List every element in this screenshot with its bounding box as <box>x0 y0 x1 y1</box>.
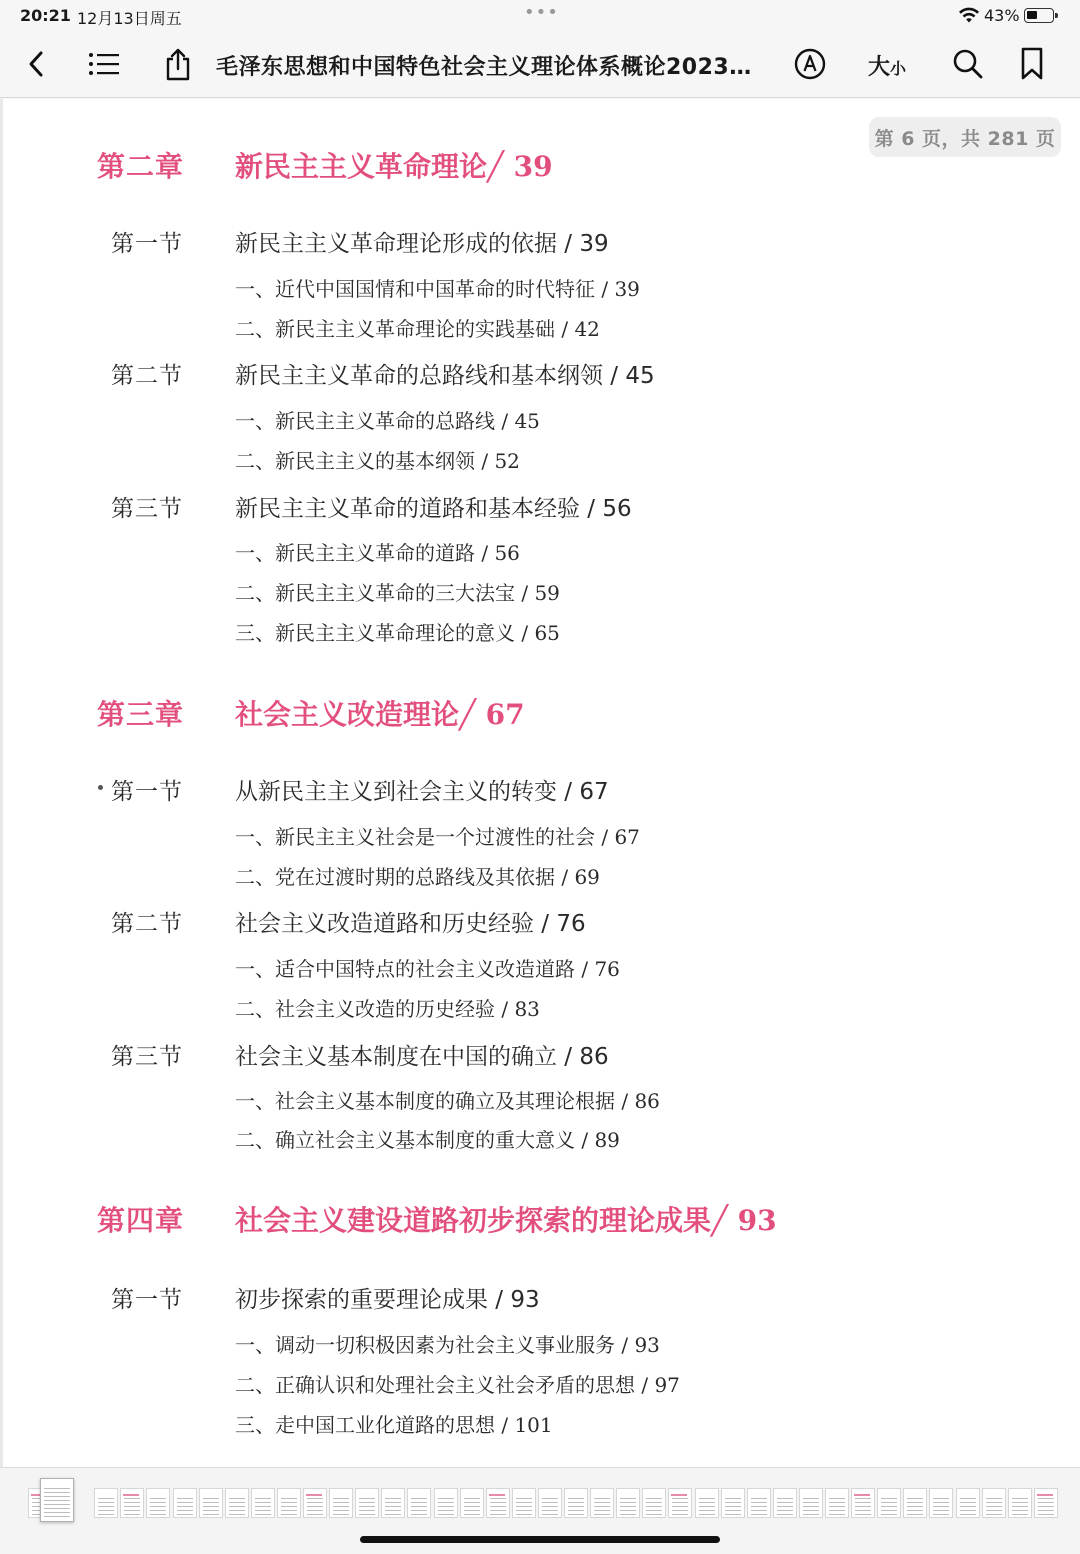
page-thumbnail[interactable] <box>668 1488 692 1518</box>
page-thumbnail[interactable] <box>851 1488 875 1518</box>
text-size-button[interactable] <box>868 50 906 81</box>
page-thumbnail[interactable] <box>799 1488 823 1518</box>
multitasking-dots[interactable]: ••• <box>524 2 559 23</box>
section-number: 第二节 <box>111 911 183 937</box>
search-icon[interactable] <box>950 46 986 82</box>
page-thumbnail[interactable] <box>956 1488 980 1518</box>
section-title: 新民主主义革命理论形成的依据 / 39 <box>235 231 609 257</box>
section-title: 社会主义改造道路和历史经验 / 76 <box>235 911 586 937</box>
page-thumbnail[interactable] <box>434 1488 458 1518</box>
page-thumbnail[interactable] <box>407 1488 431 1518</box>
text-size-small: 小 <box>890 59 907 78</box>
section-title: 从新民主主义到社会主义的转变 / 67 <box>235 779 609 805</box>
wifi-icon <box>958 6 980 24</box>
page-thumbnail[interactable] <box>642 1488 666 1518</box>
current-page-thumbnail[interactable] <box>40 1478 74 1522</box>
toc-item[interactable]: 一、适合中国特点的社会主义改造道路 / 76 <box>235 957 620 981</box>
section-number: 第一节 <box>111 231 183 257</box>
page-thumbnail[interactable] <box>538 1488 562 1518</box>
page-thumbnail[interactable] <box>616 1488 640 1518</box>
toc-item[interactable]: 一、社会主义基本制度的确立及其理论根据 / 86 <box>235 1089 660 1113</box>
status-date: 12月13日周五 <box>77 9 182 28</box>
page-thumbnail[interactable] <box>120 1488 144 1518</box>
chapter-title: 新民主主义革命理论╱ 39 <box>235 150 553 183</box>
section-title: 新民主主义革命的道路和基本经验 / 56 <box>235 496 632 522</box>
chapter-number: 第三章 <box>97 698 185 731</box>
page-thumbnail[interactable] <box>982 1488 1006 1518</box>
bookmark-icon[interactable] <box>1014 46 1050 82</box>
toc-item[interactable]: 一、新民主主义革命的道路 / 56 <box>235 541 520 565</box>
page-thumbnail[interactable] <box>929 1488 953 1518</box>
section-title: 初步探索的重要理论成果 / 93 <box>235 1287 540 1313</box>
page-thumbnail[interactable] <box>903 1488 927 1518</box>
toc-item[interactable]: 一、近代中国国情和中国革命的时代特征 / 39 <box>235 277 640 301</box>
page-thumbnail[interactable] <box>695 1488 719 1518</box>
stray-dot <box>98 785 103 790</box>
section-number: 第一节 <box>111 779 183 805</box>
page-thumbnail[interactable] <box>225 1488 249 1518</box>
page-thumbnail[interactable] <box>329 1488 353 1518</box>
chapter-number: 第二章 <box>97 150 185 183</box>
page-thumbnail[interactable] <box>94 1488 118 1518</box>
page-thumbnail[interactable] <box>747 1488 771 1518</box>
toc-item[interactable]: 一、调动一切积极因素为社会主义事业服务 / 93 <box>235 1333 660 1357</box>
document-title: 毛泽东思想和中国特色社会主义理论体系概论2023… <box>216 55 752 80</box>
toc-item[interactable]: 三、新民主主义革命理论的意义 / 65 <box>235 621 560 645</box>
toc-item[interactable]: 二、新民主主义的基本纲领 / 52 <box>235 449 520 473</box>
page-thumbnail[interactable] <box>199 1488 223 1518</box>
page-thumbnail[interactable] <box>590 1488 614 1518</box>
page-thumbnail[interactable] <box>512 1488 536 1518</box>
toc-item[interactable]: 一、新民主主义社会是一个过渡性的社会 / 67 <box>235 825 640 849</box>
page-thumbnail[interactable] <box>721 1488 745 1518</box>
page-thumbnail[interactable] <box>355 1488 379 1518</box>
status-bar <box>0 0 1080 32</box>
toc-item[interactable]: 二、党在过渡时期的总路线及其依据 / 69 <box>235 865 600 889</box>
toc-item[interactable]: 二、确立社会主义基本制度的重大意义 / 89 <box>235 1128 620 1152</box>
home-indicator[interactable] <box>360 1536 720 1543</box>
section-title: 社会主义基本制度在中国的确立 / 86 <box>235 1044 609 1070</box>
page-thumbnail[interactable] <box>381 1488 405 1518</box>
toc-item[interactable]: 三、走中国工业化道路的思想 / 101 <box>235 1413 553 1437</box>
page-thumbnail[interactable] <box>564 1488 588 1518</box>
toc-item[interactable]: 一、新民主主义革命的总路线 / 45 <box>235 409 540 433</box>
page-thumbnail[interactable] <box>486 1488 510 1518</box>
share-icon[interactable] <box>160 46 196 82</box>
page-thumbnail[interactable] <box>277 1488 301 1518</box>
page-thumbnail[interactable] <box>1034 1488 1058 1518</box>
document-page[interactable] <box>0 99 1080 1467</box>
section-title: 新民主主义革命的总路线和基本纲领 / 45 <box>235 363 655 389</box>
page-indicator: 第 6 页，共 281 页 <box>869 117 1061 157</box>
table-of-contents-icon[interactable] <box>86 46 122 82</box>
page-thumbnail[interactable] <box>877 1488 901 1518</box>
page-thumbnail[interactable] <box>251 1488 275 1518</box>
toc-item[interactable]: 二、新民主主义革命理论的实践基础 / 42 <box>235 317 600 341</box>
section-number: 第三节 <box>111 496 183 522</box>
chapter-title: 社会主义改造理论╱ 67 <box>235 698 525 731</box>
reader-toolbar <box>0 32 1080 98</box>
page-thumbnail[interactable] <box>825 1488 849 1518</box>
page-thumbnail[interactable] <box>773 1488 797 1518</box>
section-number: 第二节 <box>111 363 183 389</box>
status-time: 20:21 <box>20 6 71 25</box>
chapter-title: 社会主义建设道路初步探索的理论成果╱ 93 <box>235 1204 777 1237</box>
section-number: 第一节 <box>111 1287 183 1313</box>
annotate-pen-icon[interactable] <box>792 46 828 82</box>
section-number: 第三节 <box>111 1044 183 1070</box>
page-thumbnail[interactable] <box>173 1488 197 1518</box>
toc-item[interactable]: 二、社会主义改造的历史经验 / 83 <box>235 997 540 1021</box>
page-thumbnail[interactable] <box>460 1488 484 1518</box>
page-thumbnail[interactable] <box>303 1488 327 1518</box>
page-thumbnail[interactable] <box>1008 1488 1032 1518</box>
page-thumbnail[interactable] <box>146 1488 170 1518</box>
toc-item[interactable]: 二、新民主主义革命的三大法宝 / 59 <box>235 581 560 605</box>
back-icon[interactable] <box>18 46 54 82</box>
toc-item[interactable]: 二、正确认识和处理社会主义社会矛盾的思想 / 97 <box>235 1373 680 1397</box>
battery-icon <box>1024 8 1054 23</box>
chapter-number: 第四章 <box>97 1204 185 1237</box>
battery-percent: 43% <box>984 6 1020 25</box>
text-size-big: 大 <box>868 55 891 80</box>
